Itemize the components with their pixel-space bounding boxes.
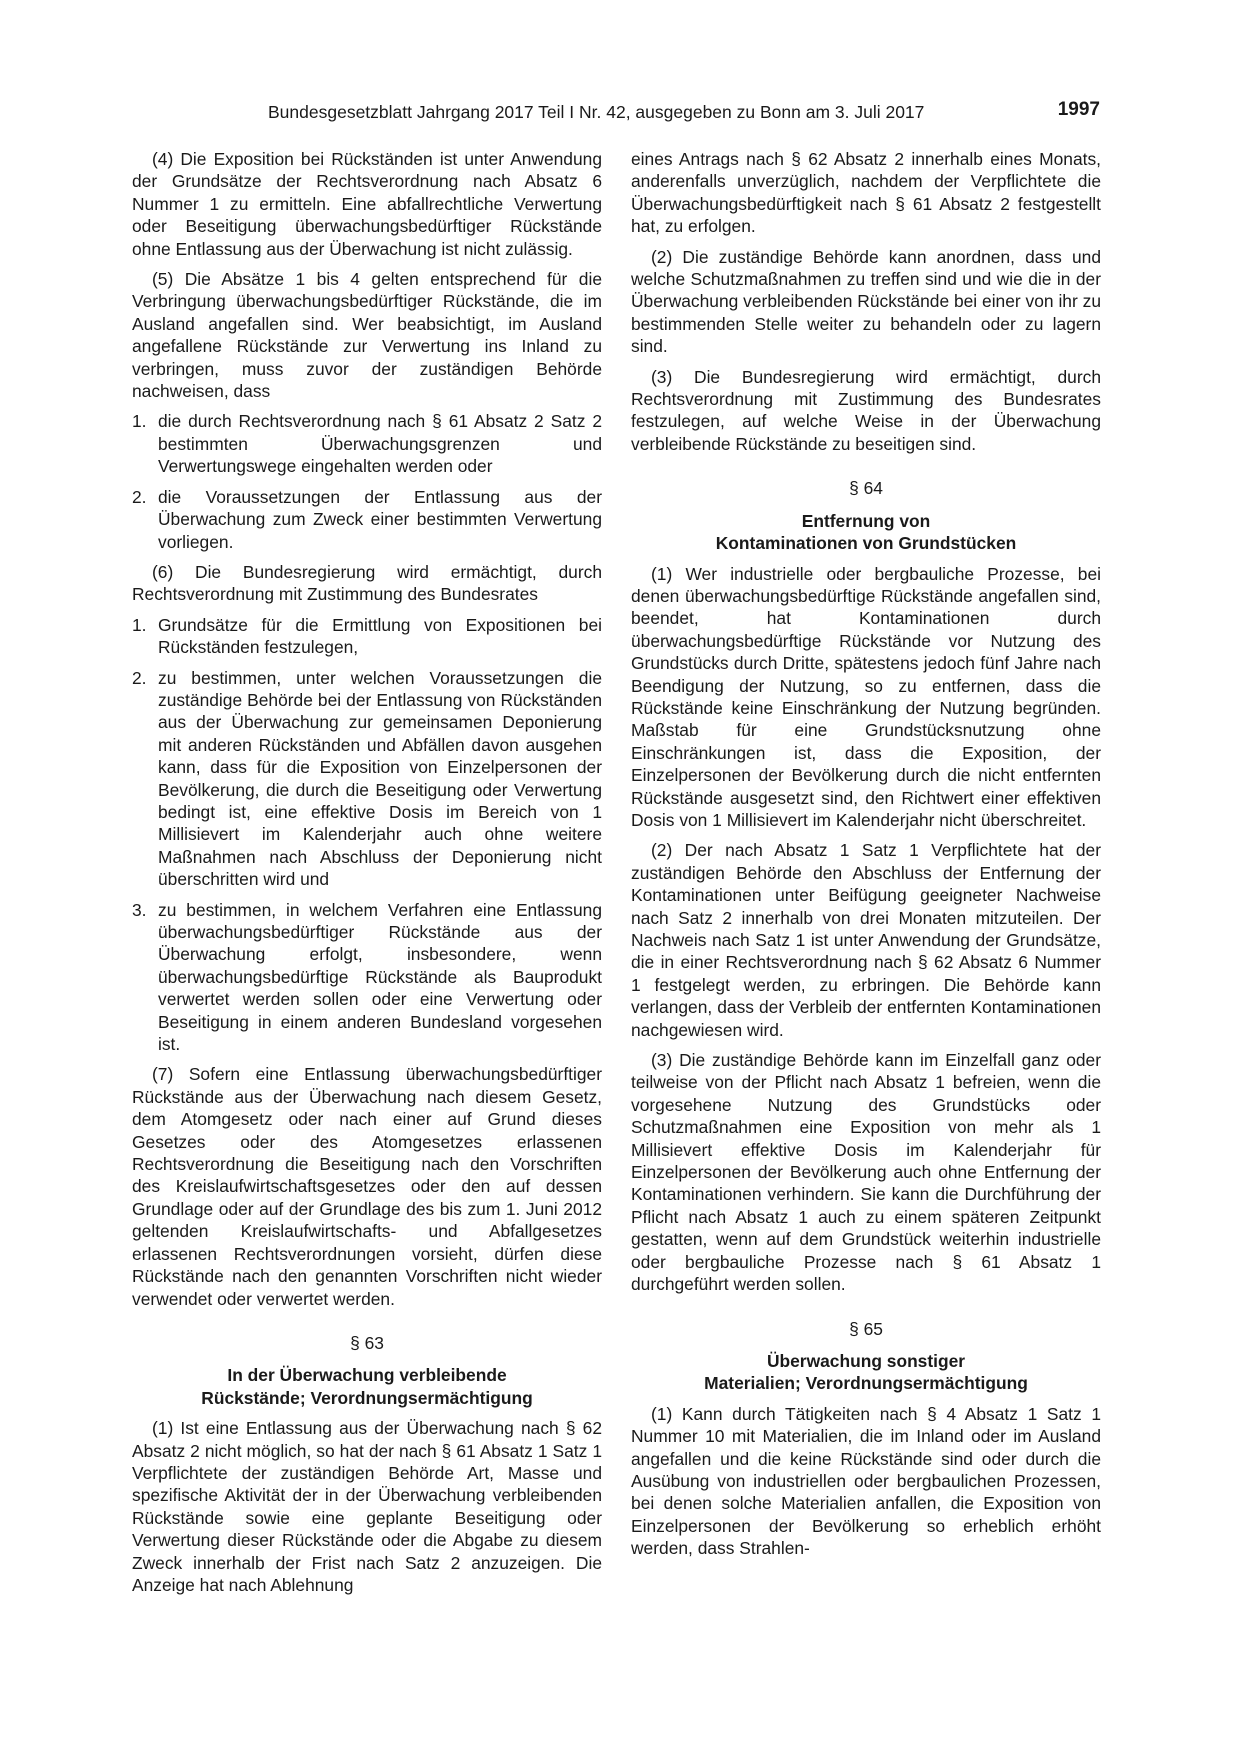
section-title-64 bbox=[631, 510, 1101, 555]
list-item-text: die durch Rechtsverordnung nach § 61 Absatz 2 Satz 2 bestimmten Überwachungsgrenzen und Verwertungswege eingehalten werden oder bbox=[158, 411, 602, 477]
paragraph-65-1: (1) Kann durch Tätigkeiten nach § 4 Absatz 1 Satz 1 Nummer 10 mit Materialien, die im Inland oder im Ausland angefallen und die keine Rückstände sind oder durch die Ausübung von industriellen oder bergbaulichen Prozessen, bei denen solche Materialien anfallen, die Exposition von Einzelpersonen der Bevölkerung so erheblich erhöht werden, dass Strahlen- bbox=[631, 1403, 1101, 1559]
list-item-number: 2. bbox=[132, 486, 147, 507]
list-item bbox=[132, 667, 602, 891]
paragraph-62-7: (7) Sofern eine Entlassung überwachungsbedürftiger Rückstände aus der Überwachung nach diesem Gesetz, dem Atomgesetz oder nach einer auf Grund dieses Gesetzes oder des Atomgesetzes erlassenen Rechtsverordnung die Beseitigung nach den Vorschriften des Kreislaufwirtschaftsgesetzes oder den auf dessen Grundlage oder auf der Grundlage des bis zum 1. Juni 2012 geltenden Kreislaufwirtschafts- und Abfallgesetzes erlassenen Rechtsverordnungen vorsieht, dürfen diese Rückstände nach den genannten Vorschriften nicht wieder verwendet oder verwertet werden. bbox=[132, 1064, 602, 1309]
paragraph-63-2: (2) Die zuständige Behörde kann anordnen, dass und welche Schutzmaßnahmen zu treffen sind und wie die in der Überwachung verbleibenden Rückstände bei einer von ihr zu bestimmenden Stelle weiter zu behandeln oder zu lagern sind. bbox=[631, 246, 1101, 357]
section-title-line: Überwachung sonstiger bbox=[766, 1350, 966, 1371]
section-title-line: Rückstände; Verordnungsermächtigung bbox=[201, 1387, 533, 1408]
left-column bbox=[132, 148, 602, 1604]
paragraph-63-3: (3) Die Bundesregierung wird ermächtigt, durch Rechtsverordnung mit Zustimmung des Bundesrates festzulegen, auf welche Weise in der Überwachung verbleibende Rückstände zu beseitigen sind. bbox=[631, 366, 1101, 454]
page-number: 1997 bbox=[1057, 99, 1100, 120]
list-item bbox=[132, 899, 602, 1056]
list-item-text: zu bestimmen, in welchem Verfahren eine Entlassung überwachungsbedürftiger Rückstände aus der Überwachung erfolgt, insbesondere, wenn überwachungsbedürftige Rückstände als Bauprodukt verwertet werden sollen oder eine Verwertung oder Beseitigung in einem anderen Bundesland vorgesehen ist. bbox=[158, 899, 602, 1055]
paragraph-64-2: (2) Der nach Absatz 1 Satz 1 Verpflichtete hat der zuständigen Behörde den Abschluss der Entfernung der Kontaminationen unter Beifügung geeigneter Nachweise nach Satz 2 innerhalb von drei Monaten mitzuteilen. Der Nachweis nach Satz 1 ist unter Anwendung der Grundsätze, die in einer Rechtsverordnung nach § 62 Absatz 6 Nummer 1 festgelegt werden, zu erbringen. Die Behörde kann verlangen, dass der Verbleib der entfernten Kontaminationen nachgewiesen wird. bbox=[631, 840, 1101, 1040]
section-number-65: § 65 bbox=[849, 1318, 883, 1339]
list-item-text: die Voraussetzungen der Entlassung aus der Überwachung zum Zweck einer bestimmten Verwertung vorliegen. bbox=[158, 486, 602, 552]
section-title-line: Entfernung von bbox=[801, 510, 931, 531]
list-item-text: zu bestimmen, unter welchen Voraussetzungen die zuständige Behörde bei der Entlassung von Rückständen aus der Überwachung zur gemeinsamen Deponierung mit anderen Rückständen und Abfällen davon ausgehen kann, dass für die Exposition von Einzelpersonen der Bevölkerung, die durch die Beseitigung oder Verwertung bedingt ist, eine effektive Dosis im Bereich von 1 Millisievert im Kalenderjahr auch ohne weitere Maßnahmen nach Abschluss der Deponierung nicht überschritten wird und bbox=[158, 667, 602, 890]
paragraph-62-4: (4) Die Exposition bei Rückständen ist unter Anwendung der Grundsätze der Rechtsverordnung nach Absatz 6 Nummer 1 zu ermitteln. Eine abfallrechtliche Verwertung oder Beseitigung überwachungsbedürftiger Rückstände ohne Entlassung aus der Überwachung ist nicht zulässig. bbox=[132, 149, 602, 259]
running-head: Bundesgesetzblatt Jahrgang 2017 Teil I Nr. 42, ausgegeben zu Bonn am 3. Juli 2017 bbox=[268, 102, 925, 122]
right-column bbox=[631, 148, 1101, 1568]
section-title-line: In der Überwachung verbleibende bbox=[227, 1365, 507, 1386]
section-number-63: § 63 bbox=[350, 1332, 384, 1353]
paragraph-64-3: (3) Die zuständige Behörde kann im Einzelfall ganz oder teilweise von der Pflicht nach Absatz 1 befreien, wenn die vorgesehene Nutzung des Grundstücks oder Schutzmaßnahmen eine Exposition von mehr als 1 Millisievert effektive Dosis im Kalenderjahr für Einzelpersonen der Bevölkerung auch ohne Entfernung der Kontaminationen verhindern. Sie kann die Durchführung der Pflicht nach Absatz 1 auch zu einem späteren Zeitpunkt gestatten, wenn auf dem Grundstück weiterhin industrielle oder bergbauliche Prozesse nach § 61 Absatz 1 durchgeführt werden sollen. bbox=[631, 1050, 1101, 1295]
paragraph-62-5: (5) Die Absätze 1 bis 4 gelten entsprechend für die Verbringung überwachungsbedürftiger Rückstände, die im Ausland angefallen sind. Wer beabsichtigt, im Ausland angefallene Rückstände zur Verwertung ins Inland zu verbringen, muss zuvor der zuständigen Behörde nachweisen, dass bbox=[132, 269, 602, 402]
paragraph-64-1: (1) Wer industrielle oder bergbauliche Prozesse, bei denen überwachungsbedürftige Rückstände angefallen sind, beendet, hat Kontaminationen durch überwachungsbedürftige Rückstände vor Nutzung des Grundstücks durch Dritte, spätestens jedoch fünf Jahre nach Beendigung der Nutzung, so zu entfernen, dass die Rückstände keine Einschränkung der Nutzung begründen. Maßstab für eine Grundstücksnutzung ohne Einschränkungen ist, dass die Exposition, der Einzelpersonen der Bevölkerung durch die nicht entfernten Rückstände ausgesetzt sind, den Richtwert einer effektiven Dosis von 1 Millisievert im Kalenderjahr nicht überschreitet. bbox=[631, 563, 1101, 830]
section-title-line: Kontaminationen von Grundstücken bbox=[715, 533, 1017, 554]
list-item bbox=[132, 486, 602, 553]
list-item-text: Grundsätze für die Ermittlung von Expositionen bei Rückständen festzulegen, bbox=[158, 614, 602, 658]
section-title-line: Materialien; Verordnungsermächtigung bbox=[704, 1373, 1028, 1394]
list-item-number: 1. bbox=[132, 411, 147, 432]
list-item-number: 1. bbox=[132, 614, 147, 635]
paragraph-63-1-continued: eines Antrags nach § 62 Absatz 2 innerhalb eines Monats, anderenfalls unverzüglich, nachdem der Verpflichtete die Überwachungsbedürftigkeit nach § 61 Absatz 2 festgestellt hat, zu erfolgen. bbox=[631, 149, 1101, 237]
paragraph-63-1: (1) Ist eine Entlassung aus der Überwachung nach § 62 Absatz 2 nicht möglich, so hat der nach § 61 Absatz 1 Satz 1 Verpflichtete der zuständigen Behörde Art, Masse und spezifische Aktivität der in der Überwachung verbleibenden Rückstände sowie eine geplante Beseitigung oder Verwertung dieser Rückstände oder die Abgabe zu diesem Zweck innerhalb der Frist nach Satz 2 anzuzeigen. Die Anzeige hat nach Ablehnung bbox=[132, 1418, 602, 1595]
list-item-number: 2. bbox=[132, 667, 147, 688]
list-item-number: 3. bbox=[132, 899, 147, 920]
section-title-65 bbox=[631, 1350, 1101, 1395]
paragraph-62-6: (6) Die Bundesregierung wird ermächtigt, durch Rechtsverordnung mit Zustimmung des Bundesrates bbox=[132, 561, 602, 605]
page-header bbox=[268, 100, 1100, 130]
section-title-63 bbox=[132, 1364, 602, 1409]
list-item bbox=[132, 410, 602, 477]
section-number-64: § 64 bbox=[849, 478, 883, 499]
list-item bbox=[132, 614, 602, 659]
